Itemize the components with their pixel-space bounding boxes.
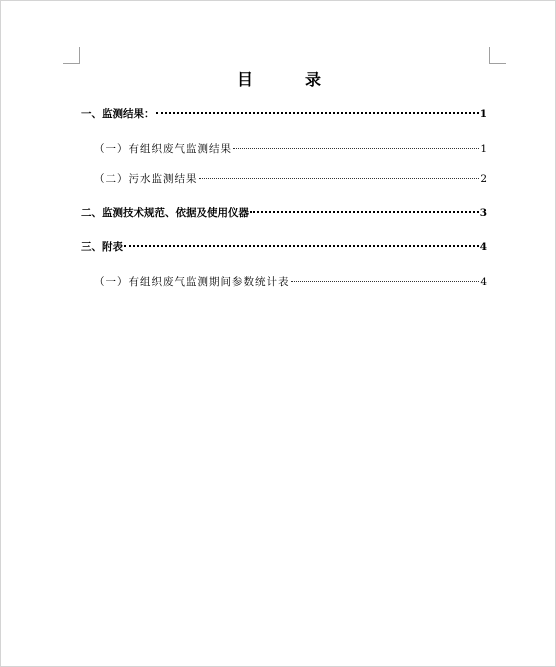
- toc-page-number: 3: [479, 207, 487, 219]
- toc-page-number: 4: [479, 241, 487, 253]
- toc-dot-leader: [250, 210, 479, 213]
- toc-entry-organized-exhaust-results[interactable]: [94, 141, 487, 157]
- toc-entry-label: 二、监测技术规范、依据及使用仪器: [81, 207, 249, 219]
- toc-entry-wastewater-results[interactable]: [94, 171, 487, 187]
- toc-entry-label: 一、监测结果：: [81, 108, 155, 120]
- toc-entry-label: 三、附表: [81, 241, 123, 253]
- toc-dot-leader: [124, 244, 479, 247]
- margin-corner-top-left: [63, 47, 80, 64]
- toc-dot-leader: [199, 177, 480, 179]
- toc-page-number: 4: [480, 276, 487, 288]
- toc-page-number: 1: [480, 143, 487, 155]
- toc-entry-label: （一）有组织废气监测期间参数统计表: [94, 276, 290, 288]
- margin-corner-top-right: [489, 47, 506, 64]
- toc-dot-leader: [233, 147, 479, 149]
- toc-title: 目 录: [236, 70, 339, 89]
- toc-entry-technical-specs[interactable]: [81, 205, 487, 221]
- toc-entry-label: （二）污水监测结果: [94, 173, 198, 185]
- toc-dot-leader: [291, 280, 480, 282]
- toc-entry-monitoring-results[interactable]: [81, 106, 487, 122]
- toc-dot-leader: [156, 111, 479, 114]
- toc-entry-appendix[interactable]: [81, 239, 487, 255]
- toc-page-number: 2: [480, 173, 487, 185]
- toc-entry-label: （一）有组织废气监测结果: [94, 143, 232, 155]
- toc-page-number: 1: [479, 108, 487, 120]
- toc-entry-exhaust-parameter-table[interactable]: [94, 274, 487, 290]
